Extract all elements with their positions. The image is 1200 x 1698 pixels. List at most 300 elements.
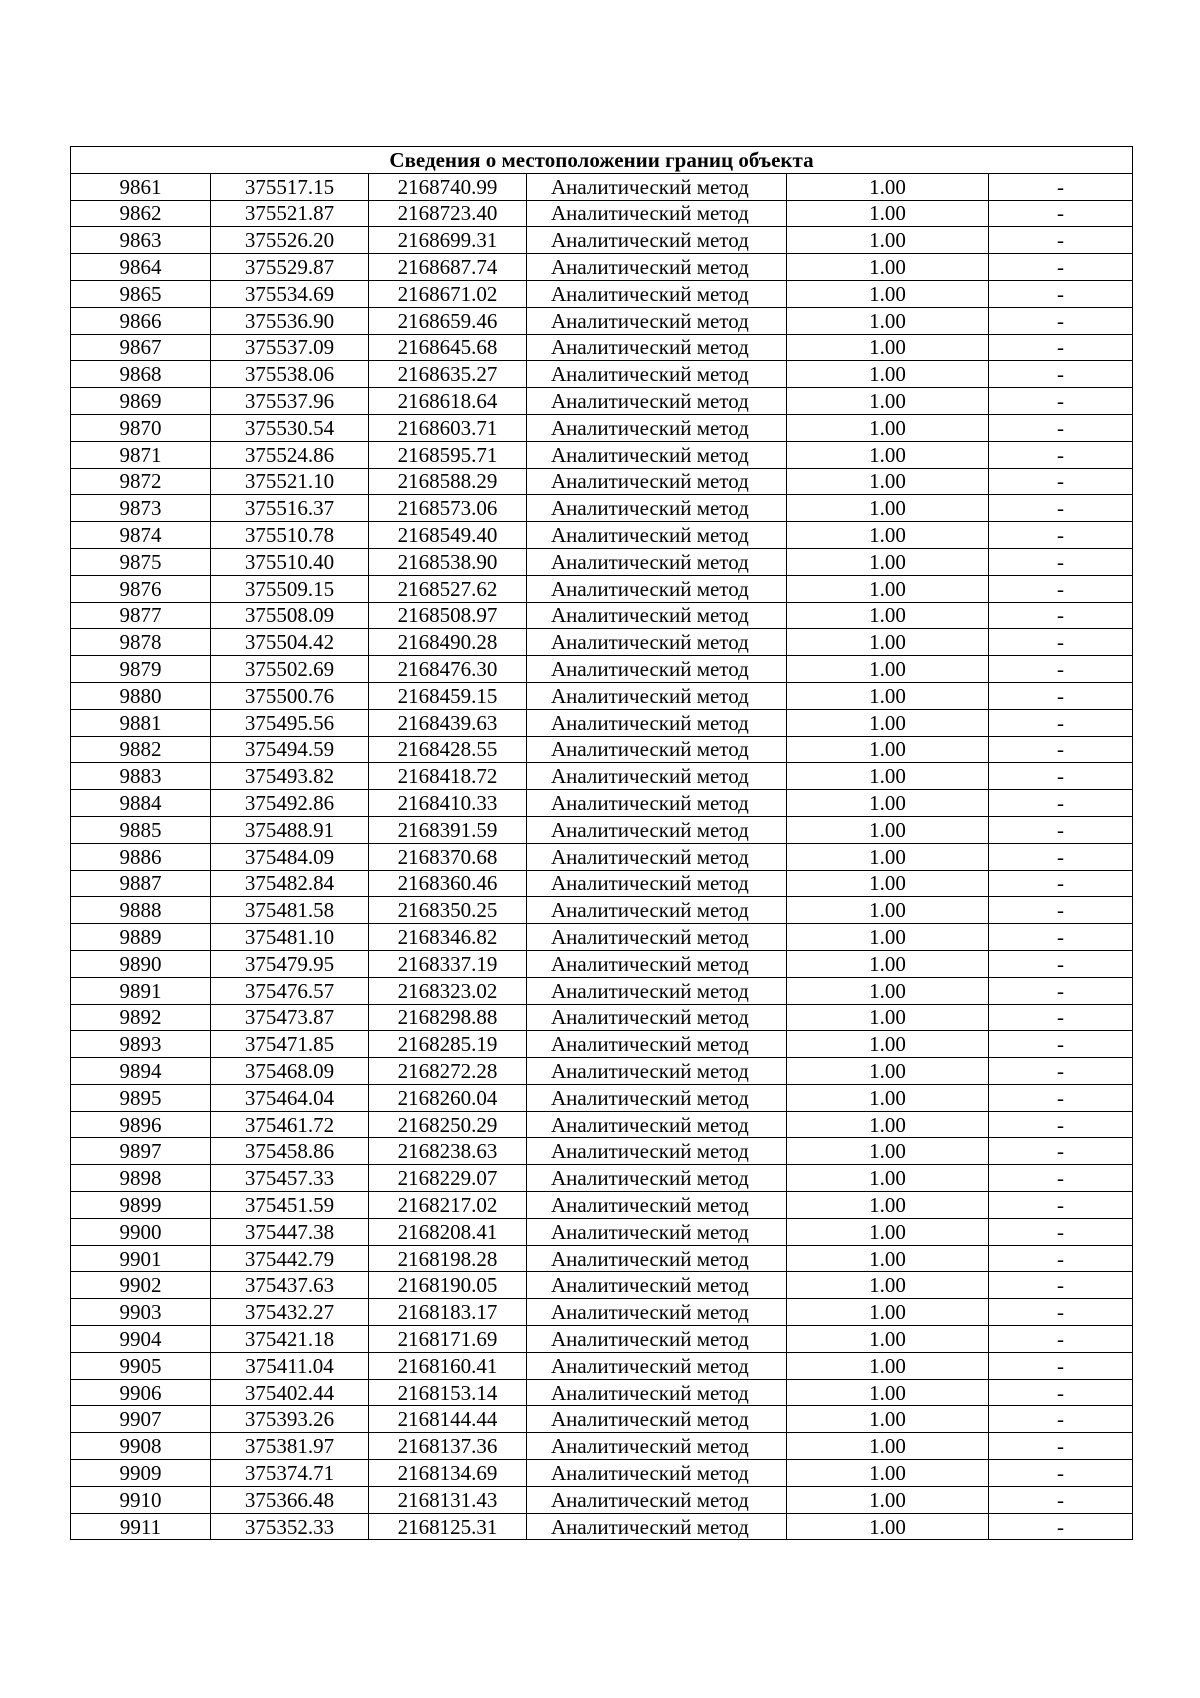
note-cell: - [989, 763, 1133, 790]
point-number-cell: 9893 [71, 1031, 211, 1058]
method-cell: Аналитический метод [527, 1486, 787, 1513]
note-cell: - [989, 280, 1133, 307]
point-number-cell: 9906 [71, 1379, 211, 1406]
note-cell: - [989, 1486, 1133, 1513]
table-row [71, 468, 1133, 495]
x-coordinate-cell: 375437.63 [211, 1272, 369, 1299]
table-row [71, 334, 1133, 361]
point-number-cell: 9886 [71, 843, 211, 870]
x-coordinate-cell: 375402.44 [211, 1379, 369, 1406]
x-coordinate-cell: 375530.54 [211, 414, 369, 441]
point-number-cell: 9895 [71, 1084, 211, 1111]
table-row [71, 1406, 1133, 1433]
accuracy-cell: 1.00 [787, 1299, 989, 1326]
table-row [71, 1004, 1133, 1031]
y-coordinate-cell: 2168723.40 [369, 200, 527, 227]
x-coordinate-cell: 375481.58 [211, 897, 369, 924]
method-cell: Аналитический метод [527, 1192, 787, 1219]
table-title-row [71, 147, 1133, 174]
note-cell: - [989, 548, 1133, 575]
x-coordinate-cell: 375537.09 [211, 334, 369, 361]
table-row [71, 870, 1133, 897]
point-number-cell: 9896 [71, 1111, 211, 1138]
method-cell: Аналитический метод [527, 388, 787, 415]
x-coordinate-cell: 375495.56 [211, 709, 369, 736]
note-cell: - [989, 1379, 1133, 1406]
x-coordinate-cell: 375510.40 [211, 548, 369, 575]
method-cell: Аналитический метод [527, 1460, 787, 1487]
accuracy-cell: 1.00 [787, 173, 989, 200]
method-cell: Аналитический метод [527, 924, 787, 951]
note-cell: - [989, 1165, 1133, 1192]
method-cell: Аналитический метод [527, 1245, 787, 1272]
x-coordinate-cell: 375488.91 [211, 816, 369, 843]
table-row [71, 763, 1133, 790]
table-row [71, 575, 1133, 602]
method-cell: Аналитический метод [527, 1272, 787, 1299]
method-cell: Аналитический метод [527, 629, 787, 656]
x-coordinate-cell: 375421.18 [211, 1326, 369, 1353]
table-row [71, 1352, 1133, 1379]
table-row [71, 1058, 1133, 1085]
x-coordinate-cell: 375458.86 [211, 1138, 369, 1165]
method-cell: Аналитический метод [527, 468, 787, 495]
point-number-cell: 9904 [71, 1326, 211, 1353]
note-cell: - [989, 924, 1133, 951]
point-number-cell: 9870 [71, 414, 211, 441]
x-coordinate-cell: 375451.59 [211, 1192, 369, 1219]
x-coordinate-cell: 375479.95 [211, 950, 369, 977]
y-coordinate-cell: 2168549.40 [369, 522, 527, 549]
method-cell: Аналитический метод [527, 280, 787, 307]
point-number-cell: 9875 [71, 548, 211, 575]
x-coordinate-cell: 375468.09 [211, 1058, 369, 1085]
x-coordinate-cell: 375529.87 [211, 254, 369, 281]
x-coordinate-cell: 375508.09 [211, 602, 369, 629]
method-cell: Аналитический метод [527, 1084, 787, 1111]
method-cell: Аналитический метод [527, 1138, 787, 1165]
table-row [71, 1031, 1133, 1058]
note-cell: - [989, 1460, 1133, 1487]
y-coordinate-cell: 2168428.55 [369, 736, 527, 763]
point-number-cell: 9892 [71, 1004, 211, 1031]
method-cell: Аналитический метод [527, 173, 787, 200]
point-number-cell: 9879 [71, 656, 211, 683]
point-number-cell: 9880 [71, 682, 211, 709]
point-number-cell: 9900 [71, 1218, 211, 1245]
x-coordinate-cell: 375516.37 [211, 495, 369, 522]
note-cell: - [989, 1406, 1133, 1433]
method-cell: Аналитический метод [527, 414, 787, 441]
table-row [71, 1299, 1133, 1326]
method-cell: Аналитический метод [527, 307, 787, 334]
table-row [71, 816, 1133, 843]
point-number-cell: 9882 [71, 736, 211, 763]
note-cell: - [989, 843, 1133, 870]
point-number-cell: 9873 [71, 495, 211, 522]
accuracy-cell: 1.00 [787, 1433, 989, 1460]
accuracy-cell: 1.00 [787, 575, 989, 602]
table-row [71, 843, 1133, 870]
x-coordinate-cell: 375524.86 [211, 441, 369, 468]
x-coordinate-cell: 375482.84 [211, 870, 369, 897]
table-row [71, 602, 1133, 629]
method-cell: Аналитический метод [527, 897, 787, 924]
method-cell: Аналитический метод [527, 334, 787, 361]
note-cell: - [989, 602, 1133, 629]
note-cell: - [989, 575, 1133, 602]
point-number-cell: 9889 [71, 924, 211, 951]
method-cell: Аналитический метод [527, 709, 787, 736]
accuracy-cell: 1.00 [787, 254, 989, 281]
accuracy-cell: 1.00 [787, 977, 989, 1004]
boundary-coordinates-table [70, 146, 1133, 1540]
method-cell: Аналитический метод [527, 1406, 787, 1433]
table-row [71, 361, 1133, 388]
x-coordinate-cell: 375473.87 [211, 1004, 369, 1031]
point-number-cell: 9865 [71, 280, 211, 307]
y-coordinate-cell: 2168160.41 [369, 1352, 527, 1379]
y-coordinate-cell: 2168190.05 [369, 1272, 527, 1299]
accuracy-cell: 1.00 [787, 602, 989, 629]
point-number-cell: 9876 [71, 575, 211, 602]
point-number-cell: 9877 [71, 602, 211, 629]
note-cell: - [989, 522, 1133, 549]
y-coordinate-cell: 2168603.71 [369, 414, 527, 441]
y-coordinate-cell: 2168588.29 [369, 468, 527, 495]
y-coordinate-cell: 2168350.25 [369, 897, 527, 924]
x-coordinate-cell: 375393.26 [211, 1406, 369, 1433]
table-row [71, 441, 1133, 468]
x-coordinate-cell: 375534.69 [211, 280, 369, 307]
x-coordinate-cell: 375461.72 [211, 1111, 369, 1138]
accuracy-cell: 1.00 [787, 361, 989, 388]
method-cell: Аналитический метод [527, 1513, 787, 1540]
x-coordinate-cell: 375537.96 [211, 388, 369, 415]
y-coordinate-cell: 2168238.63 [369, 1138, 527, 1165]
x-coordinate-cell: 375457.33 [211, 1165, 369, 1192]
accuracy-cell: 1.00 [787, 1084, 989, 1111]
table-row [71, 1111, 1133, 1138]
y-coordinate-cell: 2168208.41 [369, 1218, 527, 1245]
note-cell: - [989, 441, 1133, 468]
y-coordinate-cell: 2168595.71 [369, 441, 527, 468]
x-coordinate-cell: 375352.33 [211, 1513, 369, 1540]
y-coordinate-cell: 2168370.68 [369, 843, 527, 870]
y-coordinate-cell: 2168171.69 [369, 1326, 527, 1353]
y-coordinate-cell: 2168459.15 [369, 682, 527, 709]
point-number-cell: 9899 [71, 1192, 211, 1219]
point-number-cell: 9910 [71, 1486, 211, 1513]
accuracy-cell: 1.00 [787, 1379, 989, 1406]
method-cell: Аналитический метод [527, 575, 787, 602]
note-cell: - [989, 414, 1133, 441]
method-cell: Аналитический метод [527, 522, 787, 549]
table-row [71, 1379, 1133, 1406]
point-number-cell: 9887 [71, 870, 211, 897]
accuracy-cell: 1.00 [787, 843, 989, 870]
table-row [71, 1460, 1133, 1487]
note-cell: - [989, 1352, 1133, 1379]
point-number-cell: 9905 [71, 1352, 211, 1379]
point-number-cell: 9911 [71, 1513, 211, 1540]
note-cell: - [989, 629, 1133, 656]
point-number-cell: 9874 [71, 522, 211, 549]
accuracy-cell: 1.00 [787, 495, 989, 522]
y-coordinate-cell: 2168153.14 [369, 1379, 527, 1406]
point-number-cell: 9888 [71, 897, 211, 924]
y-coordinate-cell: 2168360.46 [369, 870, 527, 897]
method-cell: Аналитический метод [527, 1031, 787, 1058]
y-coordinate-cell: 2168125.31 [369, 1513, 527, 1540]
point-number-cell: 9864 [71, 254, 211, 281]
note-cell: - [989, 1245, 1133, 1272]
table-row [71, 709, 1133, 736]
table-row [71, 522, 1133, 549]
x-coordinate-cell: 375504.42 [211, 629, 369, 656]
accuracy-cell: 1.00 [787, 548, 989, 575]
y-coordinate-cell: 2168134.69 [369, 1460, 527, 1487]
point-number-cell: 9894 [71, 1058, 211, 1085]
x-coordinate-cell: 375374.71 [211, 1460, 369, 1487]
y-coordinate-cell: 2168618.64 [369, 388, 527, 415]
x-coordinate-cell: 375510.78 [211, 522, 369, 549]
y-coordinate-cell: 2168285.19 [369, 1031, 527, 1058]
table-title: Сведения о местоположении границ объекта [71, 147, 1133, 174]
table-row [71, 1433, 1133, 1460]
table-row [71, 629, 1133, 656]
table-row [71, 307, 1133, 334]
point-number-cell: 9872 [71, 468, 211, 495]
y-coordinate-cell: 2168323.02 [369, 977, 527, 1004]
method-cell: Аналитический метод [527, 763, 787, 790]
note-cell: - [989, 1218, 1133, 1245]
x-coordinate-cell: 375476.57 [211, 977, 369, 1004]
point-number-cell: 9898 [71, 1165, 211, 1192]
note-cell: - [989, 173, 1133, 200]
note-cell: - [989, 1326, 1133, 1353]
note-cell: - [989, 816, 1133, 843]
accuracy-cell: 1.00 [787, 1111, 989, 1138]
accuracy-cell: 1.00 [787, 1031, 989, 1058]
note-cell: - [989, 307, 1133, 334]
point-number-cell: 9885 [71, 816, 211, 843]
x-coordinate-cell: 375521.87 [211, 200, 369, 227]
y-coordinate-cell: 2168260.04 [369, 1084, 527, 1111]
y-coordinate-cell: 2168183.17 [369, 1299, 527, 1326]
y-coordinate-cell: 2168337.19 [369, 950, 527, 977]
y-coordinate-cell: 2168272.28 [369, 1058, 527, 1085]
accuracy-cell: 1.00 [787, 924, 989, 951]
x-coordinate-cell: 375500.76 [211, 682, 369, 709]
accuracy-cell: 1.00 [787, 736, 989, 763]
x-coordinate-cell: 375493.82 [211, 763, 369, 790]
point-number-cell: 9866 [71, 307, 211, 334]
note-cell: - [989, 495, 1133, 522]
x-coordinate-cell: 375538.06 [211, 361, 369, 388]
note-cell: - [989, 1058, 1133, 1085]
point-number-cell: 9861 [71, 173, 211, 200]
accuracy-cell: 1.00 [787, 1406, 989, 1433]
x-coordinate-cell: 375471.85 [211, 1031, 369, 1058]
y-coordinate-cell: 2168346.82 [369, 924, 527, 951]
table-row [71, 897, 1133, 924]
note-cell: - [989, 361, 1133, 388]
accuracy-cell: 1.00 [787, 1138, 989, 1165]
accuracy-cell: 1.00 [787, 897, 989, 924]
note-cell: - [989, 977, 1133, 1004]
table-row [71, 1486, 1133, 1513]
table-row [71, 200, 1133, 227]
accuracy-cell: 1.00 [787, 1326, 989, 1353]
method-cell: Аналитический метод [527, 1379, 787, 1406]
note-cell: - [989, 870, 1133, 897]
accuracy-cell: 1.00 [787, 227, 989, 254]
method-cell: Аналитический метод [527, 495, 787, 522]
method-cell: Аналитический метод [527, 843, 787, 870]
point-number-cell: 9902 [71, 1272, 211, 1299]
note-cell: - [989, 1299, 1133, 1326]
point-number-cell: 9883 [71, 763, 211, 790]
accuracy-cell: 1.00 [787, 682, 989, 709]
note-cell: - [989, 709, 1133, 736]
y-coordinate-cell: 2168671.02 [369, 280, 527, 307]
accuracy-cell: 1.00 [787, 870, 989, 897]
y-coordinate-cell: 2168229.07 [369, 1165, 527, 1192]
accuracy-cell: 1.00 [787, 280, 989, 307]
method-cell: Аналитический метод [527, 1058, 787, 1085]
method-cell: Аналитический метод [527, 790, 787, 817]
y-coordinate-cell: 2168298.88 [369, 1004, 527, 1031]
x-coordinate-cell: 375481.10 [211, 924, 369, 951]
x-coordinate-cell: 375517.15 [211, 173, 369, 200]
table-row [71, 924, 1133, 951]
accuracy-cell: 1.00 [787, 629, 989, 656]
point-number-cell: 9891 [71, 977, 211, 1004]
accuracy-cell: 1.00 [787, 1352, 989, 1379]
y-coordinate-cell: 2168699.31 [369, 227, 527, 254]
y-coordinate-cell: 2168687.74 [369, 254, 527, 281]
y-coordinate-cell: 2168645.68 [369, 334, 527, 361]
x-coordinate-cell: 375521.10 [211, 468, 369, 495]
note-cell: - [989, 468, 1133, 495]
table-row [71, 227, 1133, 254]
y-coordinate-cell: 2168144.44 [369, 1406, 527, 1433]
accuracy-cell: 1.00 [787, 1165, 989, 1192]
note-cell: - [989, 950, 1133, 977]
x-coordinate-cell: 375502.69 [211, 656, 369, 683]
y-coordinate-cell: 2168391.59 [369, 816, 527, 843]
method-cell: Аналитический метод [527, 200, 787, 227]
y-coordinate-cell: 2168250.29 [369, 1111, 527, 1138]
point-number-cell: 9862 [71, 200, 211, 227]
note-cell: - [989, 1111, 1133, 1138]
note-cell: - [989, 200, 1133, 227]
x-coordinate-cell: 375432.27 [211, 1299, 369, 1326]
note-cell: - [989, 656, 1133, 683]
accuracy-cell: 1.00 [787, 1272, 989, 1299]
accuracy-cell: 1.00 [787, 1192, 989, 1219]
method-cell: Аналитический метод [527, 441, 787, 468]
note-cell: - [989, 334, 1133, 361]
note-cell: - [989, 790, 1133, 817]
note-cell: - [989, 682, 1133, 709]
method-cell: Аналитический метод [527, 870, 787, 897]
method-cell: Аналитический метод [527, 1326, 787, 1353]
y-coordinate-cell: 2168137.36 [369, 1433, 527, 1460]
accuracy-cell: 1.00 [787, 816, 989, 843]
method-cell: Аналитический метод [527, 227, 787, 254]
method-cell: Аналитический метод [527, 254, 787, 281]
x-coordinate-cell: 375411.04 [211, 1352, 369, 1379]
table-row [71, 414, 1133, 441]
accuracy-cell: 1.00 [787, 763, 989, 790]
table-row [71, 548, 1133, 575]
point-number-cell: 9863 [71, 227, 211, 254]
point-number-cell: 9901 [71, 1245, 211, 1272]
y-coordinate-cell: 2168538.90 [369, 548, 527, 575]
table-row [71, 1326, 1133, 1353]
note-cell: - [989, 1192, 1133, 1219]
note-cell: - [989, 1513, 1133, 1540]
y-coordinate-cell: 2168439.63 [369, 709, 527, 736]
table-row [71, 254, 1133, 281]
accuracy-cell: 1.00 [787, 334, 989, 361]
accuracy-cell: 1.00 [787, 950, 989, 977]
x-coordinate-cell: 375484.09 [211, 843, 369, 870]
point-number-cell: 9890 [71, 950, 211, 977]
y-coordinate-cell: 2168418.72 [369, 763, 527, 790]
point-number-cell: 9881 [71, 709, 211, 736]
x-coordinate-cell: 375442.79 [211, 1245, 369, 1272]
accuracy-cell: 1.00 [787, 441, 989, 468]
y-coordinate-cell: 2168659.46 [369, 307, 527, 334]
y-coordinate-cell: 2168573.06 [369, 495, 527, 522]
y-coordinate-cell: 2168490.28 [369, 629, 527, 656]
y-coordinate-cell: 2168508.97 [369, 602, 527, 629]
accuracy-cell: 1.00 [787, 656, 989, 683]
x-coordinate-cell: 375494.59 [211, 736, 369, 763]
table-row [71, 1218, 1133, 1245]
x-coordinate-cell: 375366.48 [211, 1486, 369, 1513]
accuracy-cell: 1.00 [787, 1004, 989, 1031]
point-number-cell: 9909 [71, 1460, 211, 1487]
table-row [71, 1165, 1133, 1192]
method-cell: Аналитический метод [527, 1218, 787, 1245]
table-row [71, 388, 1133, 415]
point-number-cell: 9868 [71, 361, 211, 388]
table-row [71, 1084, 1133, 1111]
method-cell: Аналитический метод [527, 602, 787, 629]
note-cell: - [989, 1138, 1133, 1165]
point-number-cell: 9897 [71, 1138, 211, 1165]
note-cell: - [989, 897, 1133, 924]
table-row [71, 1192, 1133, 1219]
y-coordinate-cell: 2168527.62 [369, 575, 527, 602]
method-cell: Аналитический метод [527, 950, 787, 977]
x-coordinate-cell: 375536.90 [211, 307, 369, 334]
method-cell: Аналитический метод [527, 977, 787, 1004]
table-row [71, 790, 1133, 817]
x-coordinate-cell: 375464.04 [211, 1084, 369, 1111]
y-coordinate-cell: 2168131.43 [369, 1486, 527, 1513]
accuracy-cell: 1.00 [787, 414, 989, 441]
y-coordinate-cell: 2168740.99 [369, 173, 527, 200]
method-cell: Аналитический метод [527, 1433, 787, 1460]
accuracy-cell: 1.00 [787, 307, 989, 334]
note-cell: - [989, 254, 1133, 281]
method-cell: Аналитический метод [527, 816, 787, 843]
